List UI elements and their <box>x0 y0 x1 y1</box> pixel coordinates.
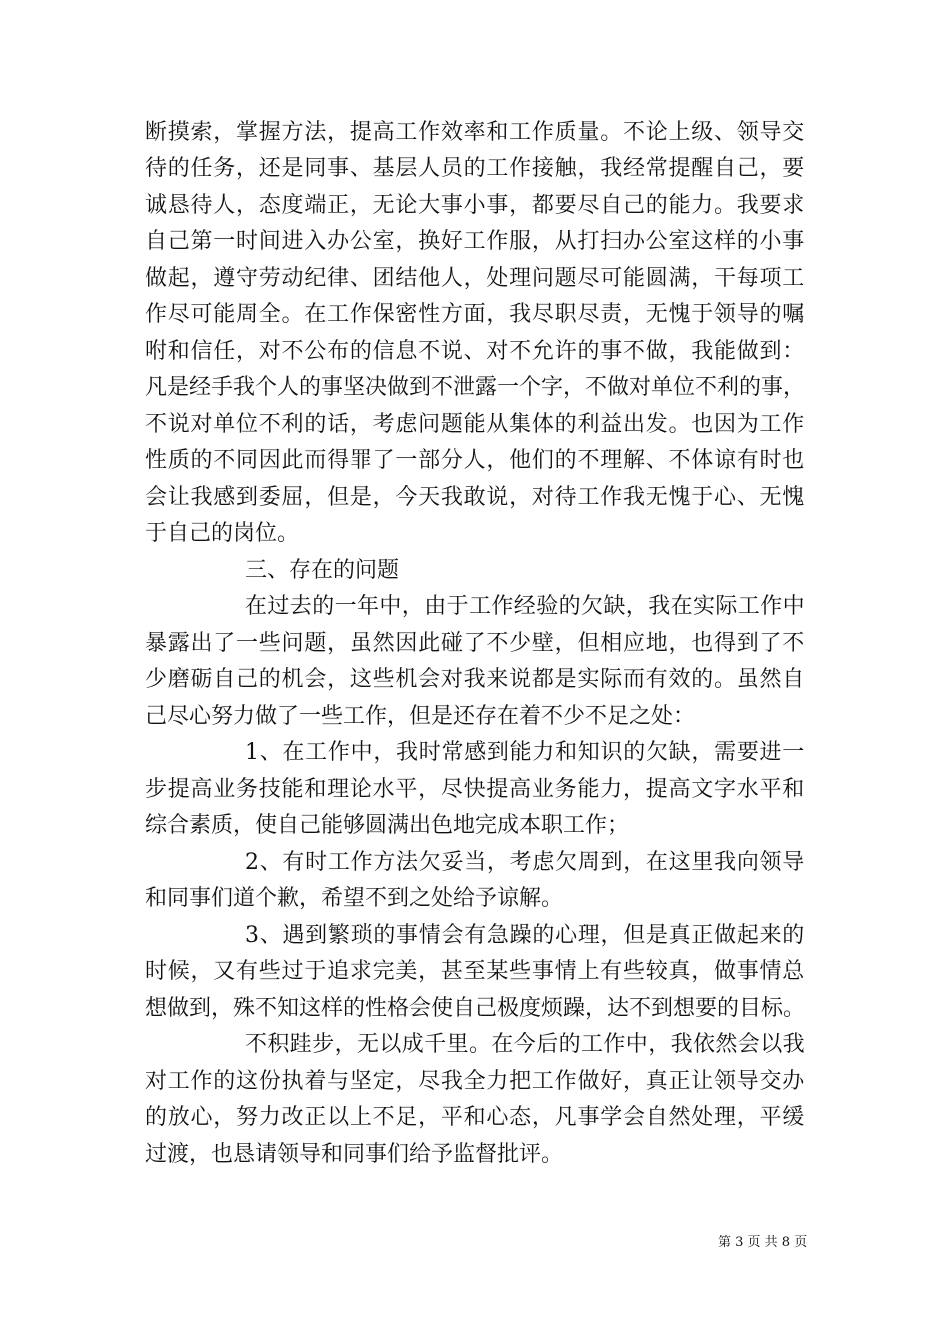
text-line: 时候，又有些过于追求完美，甚至某些事情上有些较真，做事情总 <box>145 959 806 984</box>
text-line: 性质的不同因此而得罪了一部分人，他们的不理解、不体谅有时也 <box>145 448 806 473</box>
text-line: 在过去的一年中，由于工作经验的欠缺，我在实际工作中 <box>245 594 806 619</box>
text-line: 1、在工作中，我时常感到能力和知识的欠缺，需要进一 <box>245 740 805 765</box>
text-line: 诚恳待人，态度端正，无论大事小事，都要尽自己的能力。我要求 <box>145 193 806 218</box>
text-line: 2、有时工作方法欠妥当，考虑欠周到，在这里我向领导 <box>245 850 805 875</box>
text-line: 待的任务，还是同事、基层人员的工作接触，我经常提醒自己，要 <box>145 156 806 181</box>
text-line: 咐和信任，对不公布的信息不说、对不允许的事不做，我能做到： <box>145 339 806 364</box>
text-line: 自己第一时间进入办公室，换好工作服，从打扫办公室这样的小事 <box>145 229 806 254</box>
text-line: 己尽心努力做了一些工作，但是还存在着不少不足之处： <box>145 704 696 729</box>
text-line: 不积跬步，无以成千里。在今后的工作中，我依然会以我 <box>245 1032 806 1057</box>
text-line: 三、存在的问题 <box>245 558 400 583</box>
text-line: 和同事们道个歉，希望不到之处给予谅解。 <box>145 886 564 911</box>
text-line: 暴露出了一些问题，虽然因此碰了不少壁，但相应地，也得到了不 <box>145 631 806 656</box>
text-line: 凡是经手我个人的事坚决做到不泄露一个字，不做对单位不利的事， <box>145 375 806 400</box>
text-line: 对工作的这份执着与坚定，尽我全力把工作做好，真正让领导交办 <box>145 1069 806 1094</box>
text-line: 的放心，努力改正以上不足，平和心态，凡事学会自然处理，平缓 <box>145 1105 806 1130</box>
text-line: 少磨砺自己的机会，这些机会对我来说都是实际而有效的。虽然自 <box>145 667 806 692</box>
text-line: 综合素质，使自己能够圆满出色地完成本职工作； <box>145 813 630 838</box>
text-line: 于自己的岗位。 <box>145 521 300 546</box>
text-line: 步提高业务技能和理论水平，尽快提高业务能力，提高文字水平和 <box>145 777 806 802</box>
text-line: 3、遇到繁琐的事情会有急躁的心理，但是真正做起来的 <box>245 923 805 948</box>
text-line: 不说对单位不利的话，考虑问题能从集体的利益出发。也因为工作 <box>145 412 806 437</box>
text-line: 想做到，殊不知这样的性格会使自己极度烦躁，达不到想要的目标。 <box>145 996 806 1021</box>
text-line: 作尽可能周全。在工作保密性方面，我尽职尽责，无愧于领导的嘱 <box>145 302 806 327</box>
text-line: 做起，遵守劳动纪律、团结他人，处理问题尽可能圆满，干每项工 <box>145 266 806 291</box>
page-number: 第 3 页 共 8 页 <box>718 1235 808 1250</box>
text-line: 断摸索，掌握方法，提高工作效率和工作质量。不论上级、领导交 <box>145 120 806 145</box>
text-line: 会让我感到委屈，但是，今天我敢说，对待工作我无愧于心、无愧 <box>145 485 806 510</box>
text-line: 过渡，也恳请领导和同事们给予监督批评。 <box>145 1142 564 1167</box>
